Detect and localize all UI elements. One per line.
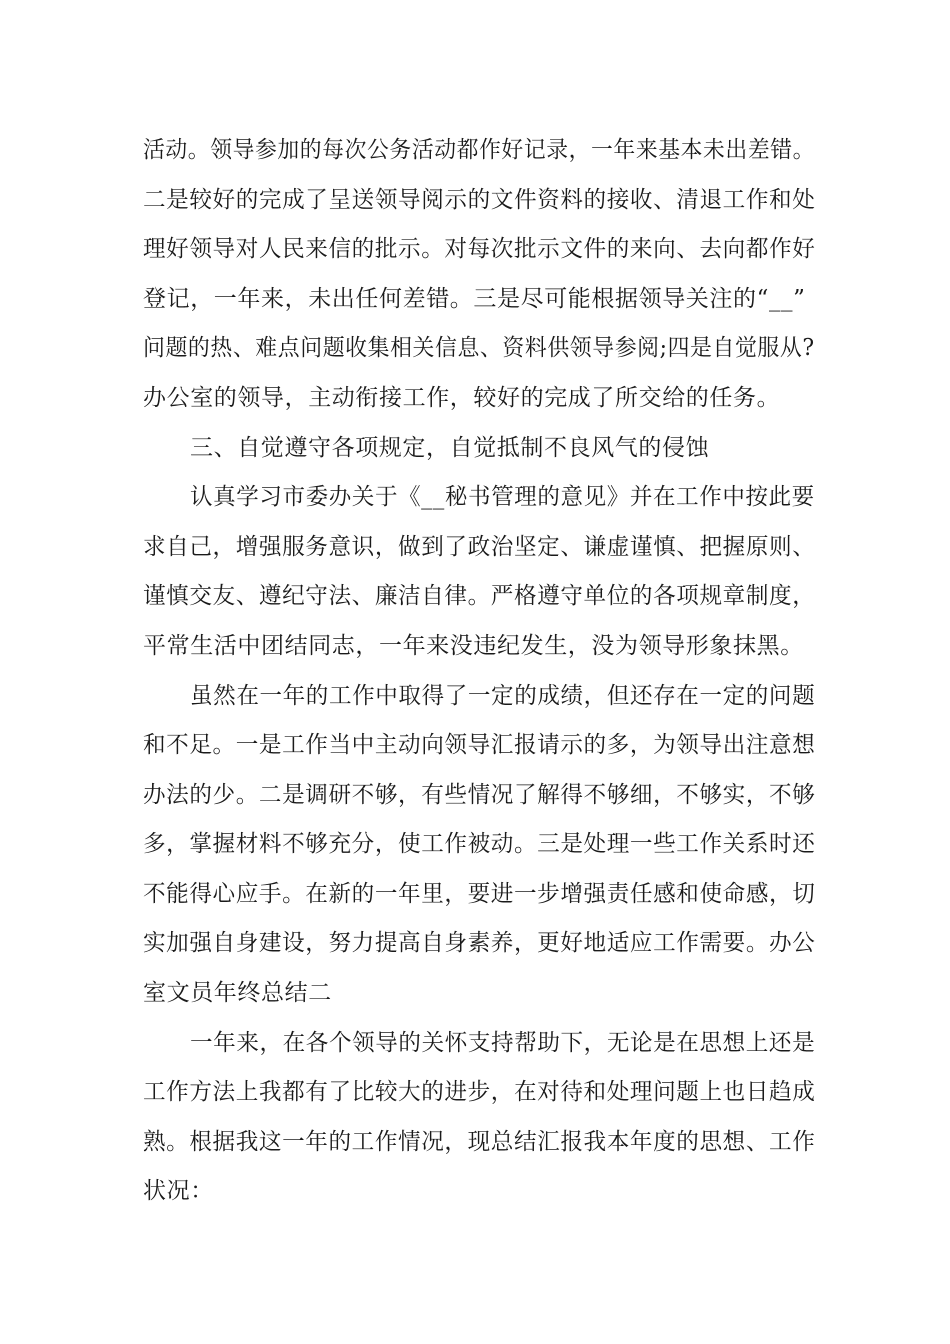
- text-line: 二是较好的完成了呈送领导阅示的文件资料的接收、清退工作和处: [143, 187, 816, 213]
- text-line: 熟。根据我这一年的工作情况，现总结汇报我本年度的思想、工作: [143, 1129, 816, 1155]
- text-line: 多，掌握材料不够充分，使工作被动。三是处理一些工作关系时还: [143, 831, 816, 857]
- text-line: 办公室的领导，主动衔接工作，较好的完成了所交给的任务。: [143, 385, 781, 411]
- text-line: 和不足。一是工作当中主动向领导汇报请示的多，为领导出注意想: [143, 732, 816, 758]
- text-line: 一年来，在各个领导的关怀支持帮助下，无论是在思想上还是: [190, 1030, 816, 1056]
- text-line: 工作方法上我都有了比较大的进步，在对待和处理问题上也日趋成: [143, 1079, 816, 1105]
- text-line: 不能得心应手。在新的一年里，要进一步增强责任感和使命感，切: [143, 881, 816, 907]
- text-line: 登记，一年来，未出任何差错。三是尽可能根据领导关注的“__”: [143, 286, 806, 312]
- text-line: 谨慎交友、遵纪守法、廉洁自律。严格遵守单位的各项规章制度，: [143, 583, 816, 609]
- text-line: 室文员年终总结二: [143, 980, 332, 1006]
- text-line: 认真学习市委办关于《__秘书管理的意见》并在工作中按此要: [190, 484, 815, 510]
- text-line: 办法的少。二是调研不够，有些情况了解得不够细，不够实，不够: [143, 782, 816, 808]
- text-line: 活动。领导参加的每次公务活动都作好记录，一年来基本未出差错。: [143, 137, 816, 163]
- text-line: 求自己，增强服务意识，做到了政治坚定、谦虚谨慎、把握原则、: [143, 534, 816, 560]
- text-line: 理好领导对人民来信的批示。对每次批示文件的来向、去向都作好: [143, 236, 816, 262]
- section-heading: 三、自觉遵守各项规定，自觉抵制不良风气的侵蚀: [190, 435, 710, 461]
- text-line: 平常生活中团结同志，一年来没违纪发生，没为领导形象抹黑。: [143, 633, 804, 659]
- text-line: 状况：: [143, 1178, 214, 1204]
- text-line: 实加强自身建设，努力提高自身素养，更好地适应工作需要。办公: [143, 930, 816, 956]
- text-line: 问题的热、难点问题收集相关信息、资料供领导参阅;四是自觉服从?: [143, 335, 815, 361]
- text-line: 虽然在一年的工作中取得了一定的成绩，但还存在一定的问题: [190, 683, 816, 709]
